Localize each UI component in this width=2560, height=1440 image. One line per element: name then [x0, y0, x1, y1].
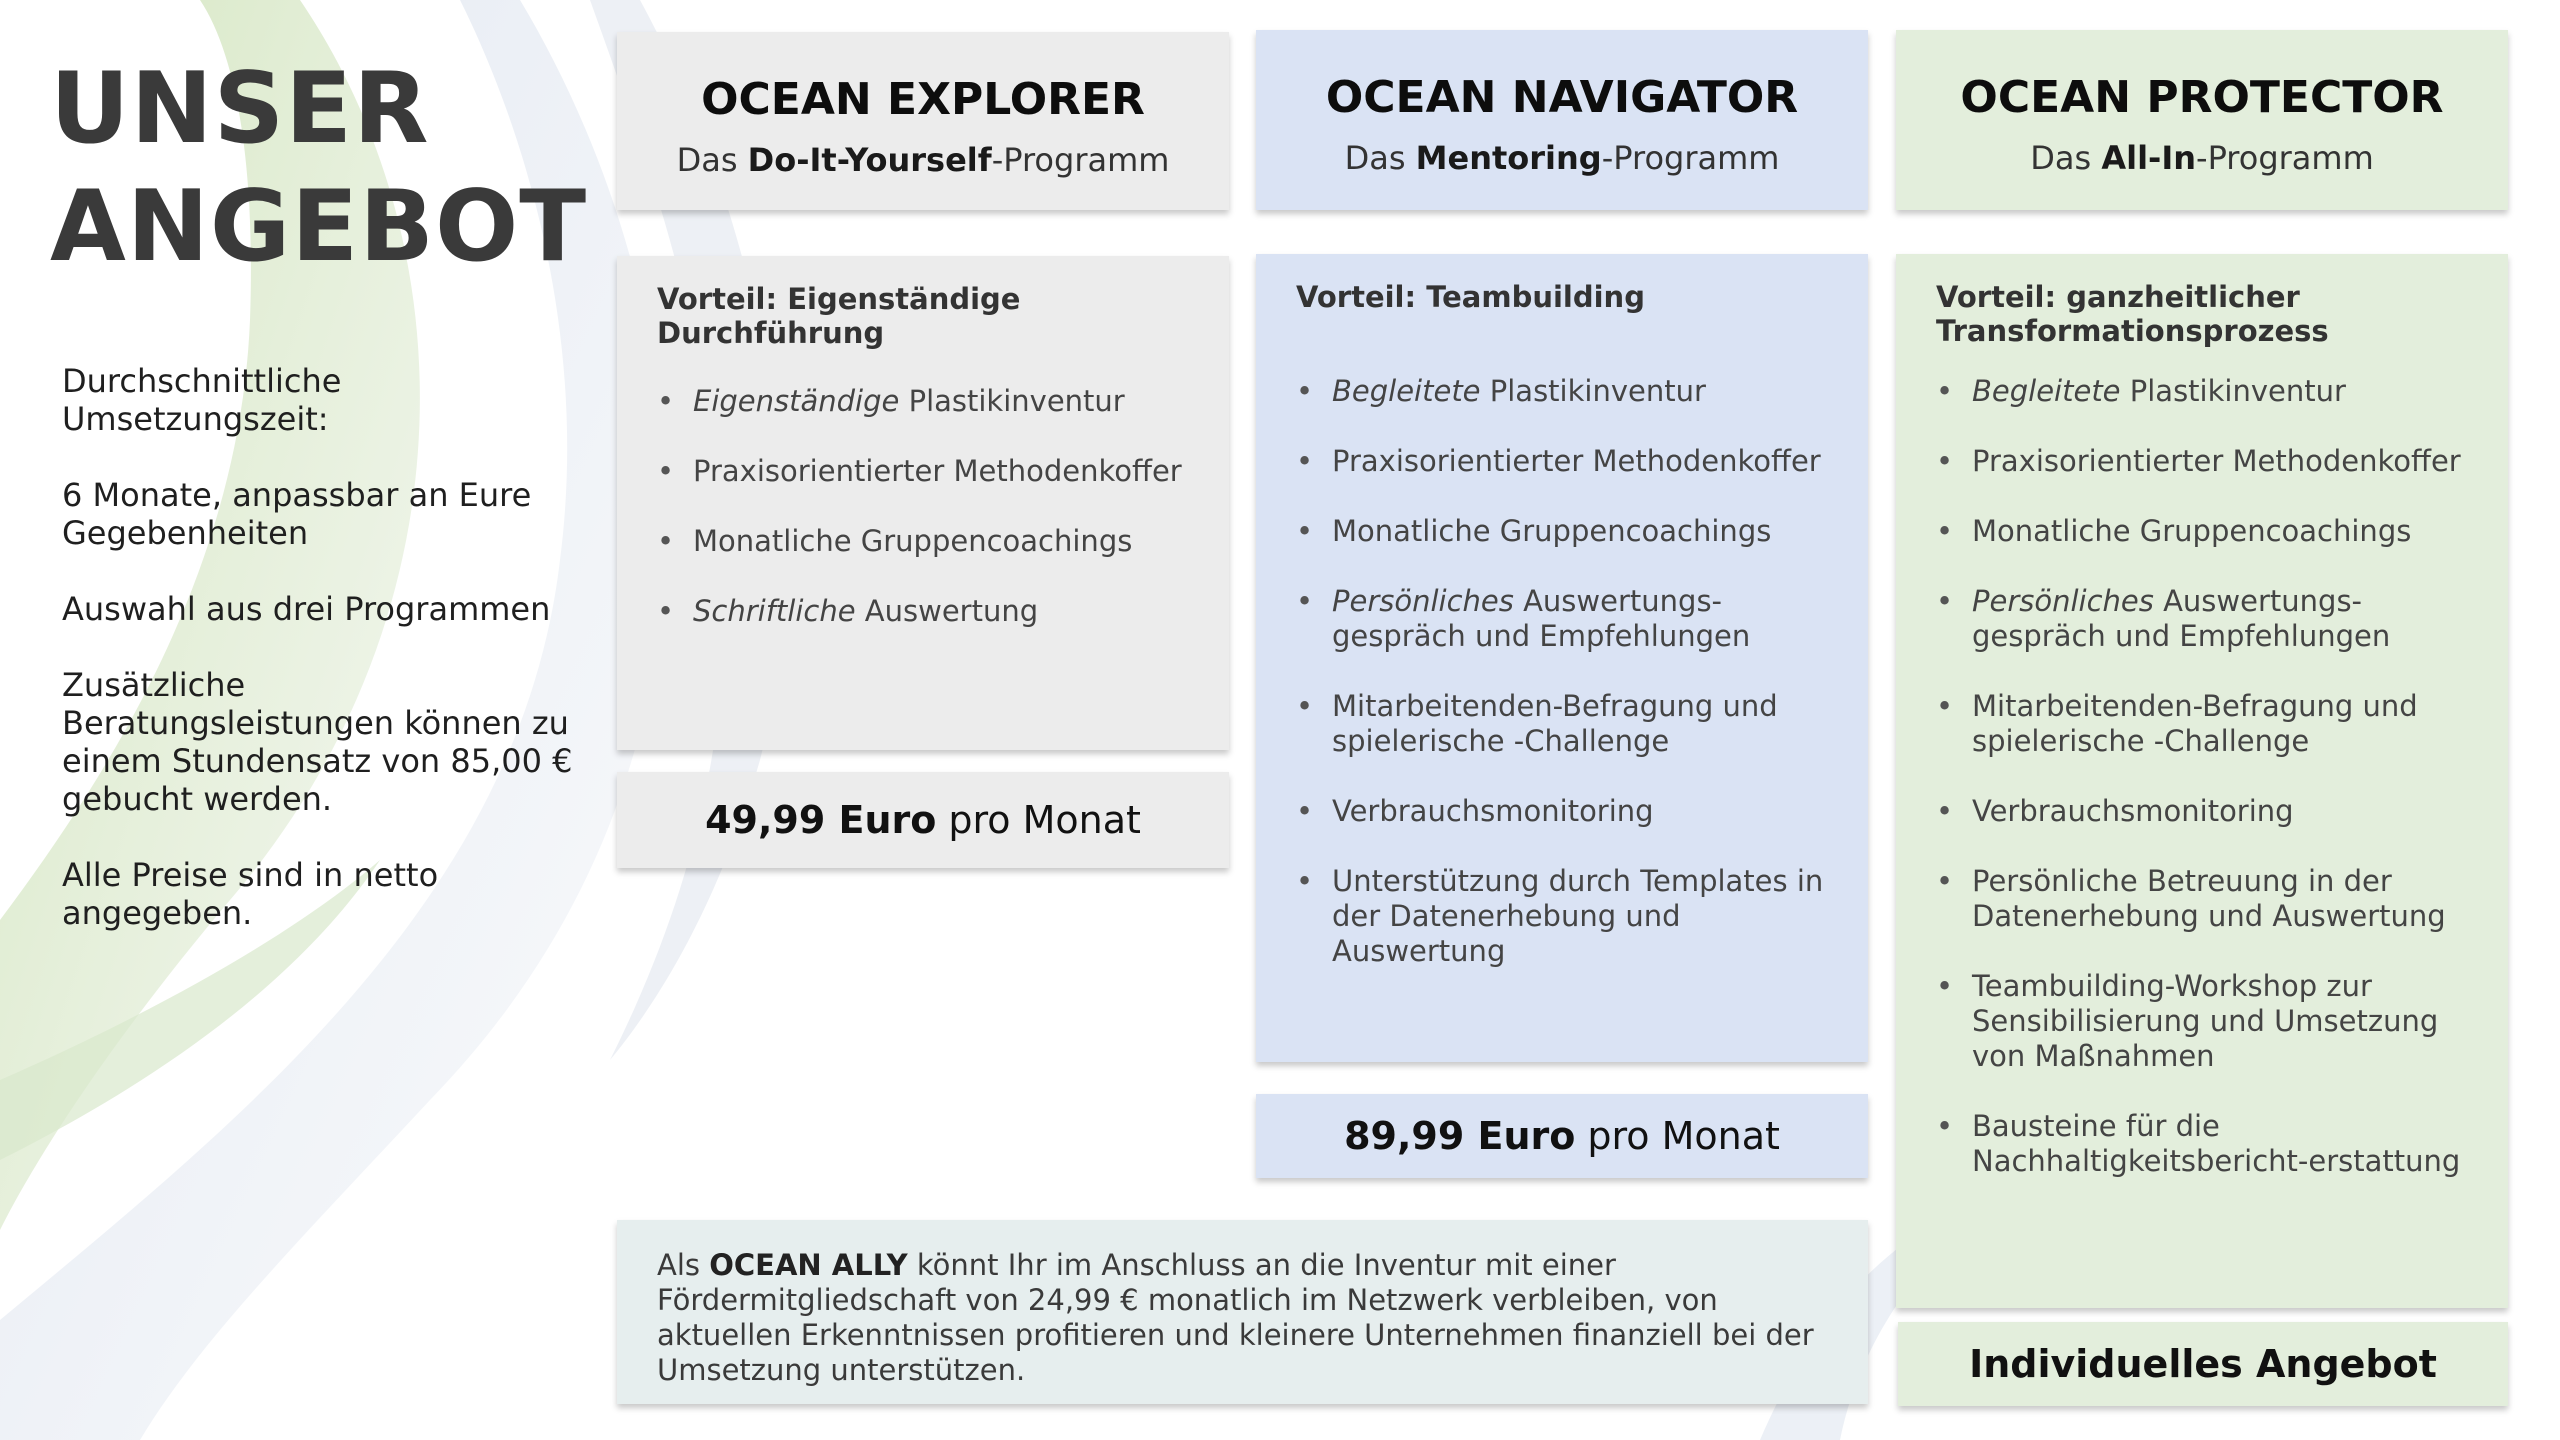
- navigator-feature-item: • Begleitete Plastikinventur: [1296, 374, 1828, 409]
- explorer-title: OCEAN EXPLORER: [701, 74, 1145, 125]
- protector-feature-item: • Teambuilding-Workshop zur Sensibilisierung und Umsetzung von Maßnahmen: [1936, 969, 2468, 1074]
- explorer-header: [617, 32, 1229, 210]
- page-title: [50, 50, 587, 286]
- title-line-2: ANGEBOT: [50, 170, 588, 284]
- sidebar-net-prices: Alle Preise sind in netto angegeben.: [62, 856, 439, 932]
- navigator-feature-item: • Persönliches Auswertungs-gespräch und Empfehlungen: [1296, 584, 1828, 654]
- navigator-features-card: [1256, 254, 1868, 1062]
- explorer-feature-item: • Eigenständige Plastikinventur: [657, 384, 1189, 419]
- navigator-feature-item: • Monatliche Gruppencoachings: [1296, 514, 1828, 549]
- protector-features-card: [1896, 254, 2508, 1308]
- protector-offer: [1898, 1322, 2508, 1406]
- explorer-feature-item: • Schriftliche Auswertung: [657, 594, 1189, 629]
- protector-feature-list: [1936, 374, 2468, 1179]
- sidebar-info: [62, 362, 582, 970]
- explorer-features-card: [617, 256, 1229, 750]
- ally-note: [617, 1220, 1868, 1404]
- protector-feature-item: • Verbrauchsmonitoring: [1936, 794, 2468, 829]
- navigator-price: [1256, 1094, 1868, 1178]
- protector-feature-item: • Begleitete Plastikinventur: [1936, 374, 2468, 409]
- ally-text: Als OCEAN ALLY könnt Ihr im Anschluss an die Inventur mit einer Fördermitgliedschaft von 24,99 € monatlich im Netzwerk verbleiben, von aktuellen Erkenntnissen profitieren und kleinere Unternehmen finanziell bei der Umsetzung unterstützen.: [657, 1248, 1814, 1387]
- title-line-1: UNSER: [50, 52, 430, 166]
- sidebar-duration-value: 6 Monate, anpassbar an Eure Gegebenheiten: [62, 476, 532, 552]
- navigator-feature-item: • Unterstützung durch Templates in der Datenerhebung und Auswertung: [1296, 864, 1828, 969]
- explorer-price-period: pro Monat: [948, 798, 1141, 842]
- navigator-header: [1256, 30, 1868, 210]
- protector-feature-item: • Monatliche Gruppencoachings: [1936, 514, 2468, 549]
- navigator-subtitle: Das Mentoring-Programm: [1344, 139, 1780, 177]
- protector-header: [1896, 30, 2508, 210]
- explorer-subtitle: Das Do-It-Yourself-Programm: [676, 141, 1170, 179]
- explorer-price-amount: 49,99 Euro: [705, 798, 937, 842]
- sidebar-programs: Auswahl aus drei Programmen: [62, 590, 551, 628]
- protector-subtitle: Das All-In-Programm: [2030, 139, 2374, 177]
- sidebar-consulting: Zusätzliche Beratungsleistungen können zu einem Stundensatz von 85,00 € gebucht werden.: [62, 666, 573, 818]
- sidebar-duration-label: Durchschnittliche Umsetzungszeit:: [62, 362, 342, 438]
- navigator-price-period: pro Monat: [1587, 1114, 1780, 1158]
- protector-title: OCEAN PROTECTOR: [1960, 72, 2444, 123]
- explorer-feature-list: [657, 384, 1189, 629]
- explorer-feature-item: • Praxisorientierter Methodenkoffer: [657, 454, 1189, 489]
- explorer-feature-item: • Monatliche Gruppencoachings: [657, 524, 1189, 559]
- explorer-price: [617, 772, 1229, 868]
- protector-offer-label: Individuelles Angebot: [1969, 1342, 2437, 1386]
- protector-advantage: Vorteil: ganzheitlicher Transformationsprozess: [1936, 280, 2329, 348]
- ally-name: OCEAN ALLY: [709, 1248, 908, 1282]
- navigator-feature-item: • Praxisorientierter Methodenkoffer: [1296, 444, 1828, 479]
- navigator-advantage: Vorteil: Teambuilding: [1296, 280, 1645, 314]
- navigator-title: OCEAN NAVIGATOR: [1325, 72, 1799, 123]
- navigator-feature-item: • Mitarbeitenden-Befragung und spielerische -Challenge: [1296, 689, 1828, 759]
- navigator-feature-list: [1296, 374, 1828, 969]
- protector-feature-item: • Persönliches Auswertungs-gespräch und Empfehlungen: [1936, 584, 2468, 654]
- explorer-advantage: Vorteil: Eigenständige Durchführung: [657, 282, 1021, 350]
- protector-feature-item: • Bausteine für die Nachhaltigkeitsbericht-erstattung: [1936, 1109, 2468, 1179]
- protector-feature-item: • Praxisorientierter Methodenkoffer: [1936, 444, 2468, 479]
- protector-feature-item: • Mitarbeitenden-Befragung und spielerische -Challenge: [1936, 689, 2468, 759]
- protector-feature-item: • Persönliche Betreuung in der Datenerhebung und Auswertung: [1936, 864, 2468, 934]
- navigator-feature-item: • Verbrauchsmonitoring: [1296, 794, 1828, 829]
- navigator-price-amount: 89,99 Euro: [1344, 1114, 1576, 1158]
